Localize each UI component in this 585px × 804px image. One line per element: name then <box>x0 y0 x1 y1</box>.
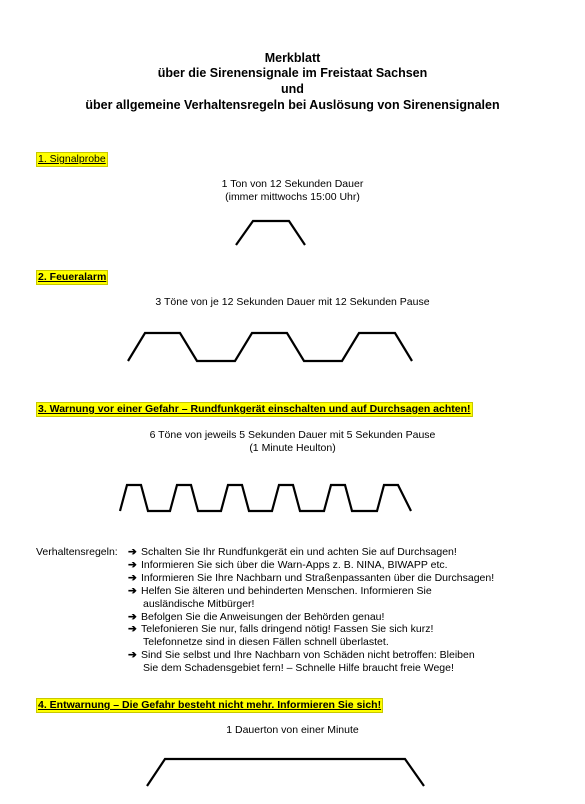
section-3-desc-line-2: (1 Minute Heulton) <box>249 442 336 454</box>
title-line-1: Merkblatt <box>264 51 321 65</box>
rule-item <box>128 585 494 598</box>
section-1-heading: 1. Signalprobe <box>38 153 106 165</box>
arrow-right-icon: ➔ <box>128 610 137 623</box>
rule-text: Informieren Sie Ihre Nachbarn und Straßenpassanten über die Durchsagen! <box>141 571 495 584</box>
rule-text: Telefonieren Sie nur, falls dringend nötig! Fassen Sie sich kurz! <box>141 623 434 636</box>
title-line-3: und <box>281 82 304 96</box>
rule-text: Schalten Sie Ihr Rundfunkgerät ein und achten Sie auf Durchsagen! <box>141 546 457 558</box>
title-line-4: über allgemeine Verhaltensregeln bei Auslösung von Sirenensignalen <box>85 98 500 112</box>
section-1-desc-line-2: (immer mittwochs 15:00 Uhr) <box>225 191 360 203</box>
rule-text: Helfen Sie älteren und behinderten Menschen. Informieren Sie <box>141 584 432 597</box>
section-4-heading: 4. Entwarnung – Die Gefahr besteht nicht mehr. Informieren Sie sich! <box>38 699 382 711</box>
arrow-right-icon: ➔ <box>128 649 137 662</box>
arrow-right-icon: ➔ <box>128 571 137 584</box>
fire-alarm-waveform <box>0 325 585 370</box>
rule-text-continued: Sie dem Schadensgebiet fern! – Schnelle Hilfe braucht freie Wege! <box>143 662 454 675</box>
rules-list <box>128 546 494 675</box>
warning-waveform <box>0 478 585 518</box>
arrow-right-icon: ➔ <box>128 623 137 636</box>
section-1-desc-line-1: 1 Ton von 12 Sekunden Dauer <box>221 178 364 190</box>
all-clear-waveform <box>0 752 585 804</box>
section-3-desc-line-1: 6 Töne von jeweils 5 Sekunden Dauer mit 5 Sekunden Pause <box>149 429 436 441</box>
rule-text: Informieren Sie sich über die Warn-Apps z. B. NINA, BIWAPP etc. <box>141 558 448 571</box>
section-2-heading: 2. Feueralarm <box>38 271 107 283</box>
signal-probe-waveform <box>0 212 585 252</box>
rule-text: Sind Sie selbst und Ihre Nachbarn von Schäden nicht betroffen: Bleiben <box>141 649 475 662</box>
section-2-desc-line-1: 3 Töne von je 12 Sekunden Dauer mit 12 Sekunden Pause <box>155 296 430 308</box>
rule-item <box>128 649 494 662</box>
rules-label: Verhaltensregeln: <box>36 546 118 558</box>
rule-text-continued: Telefonnetze sind in diesen Fällen schnell überlastet. <box>143 636 389 649</box>
arrow-right-icon: ➔ <box>128 584 137 597</box>
title-line-2: über die Sirenensignale im Freistaat Sachsen <box>157 66 428 80</box>
rule-text: Befolgen Sie die Anweisungen der Behörden genau! <box>141 610 385 623</box>
arrow-right-icon: ➔ <box>128 558 137 571</box>
section-3-heading: 3. Warnung vor einer Gefahr – Rundfunkgerät einschalten und auf Durchsagen achten! <box>38 403 471 415</box>
rule-item <box>128 546 494 559</box>
rule-text-continued: ausländische Mitbürger! <box>143 597 255 610</box>
rule-item <box>128 559 494 572</box>
rule-item <box>128 572 494 585</box>
arrow-right-icon: ➔ <box>128 546 137 558</box>
rule-item <box>128 623 494 636</box>
section-4-desc-line-1: 1 Dauerton von einer Minute <box>226 724 359 736</box>
rule-item <box>128 611 494 624</box>
